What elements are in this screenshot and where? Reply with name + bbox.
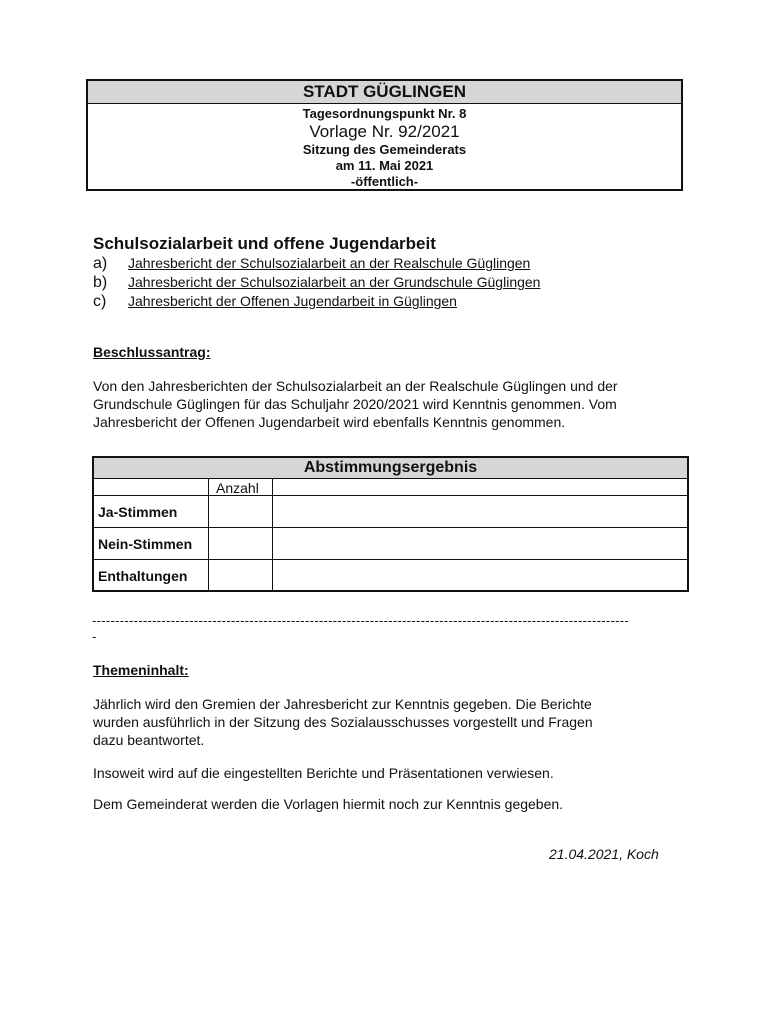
resolution-line: Jahresbericht der Offenen Jugendarbeit wird ebenfalls Kenntnis genommen. xyxy=(93,414,566,430)
vote-table-title: Abstimmungsergebnis xyxy=(94,458,687,479)
no-votes-count[interactable] xyxy=(214,536,268,554)
table-divider xyxy=(94,559,687,560)
table-divider xyxy=(272,479,273,591)
template-number: Vorlage Nr. 92/2021 xyxy=(309,122,460,141)
content-heading: Themeninhalt: xyxy=(93,662,189,678)
content-paragraph-2: Insoweit wird auf die eingestellten Berichte und Präsentationen verwiesen. xyxy=(93,765,554,781)
report-list xyxy=(93,254,540,311)
list-item-label: c) xyxy=(93,293,107,310)
no-votes-label: Nein-Stimmen xyxy=(98,536,193,552)
no-votes-note[interactable] xyxy=(278,536,678,554)
agenda-item: Tagesordnungspunkt Nr. 8 xyxy=(302,106,467,121)
table-divider xyxy=(208,479,209,591)
count-column-header: Anzahl xyxy=(216,480,259,496)
abstentions-note[interactable] xyxy=(278,568,678,586)
yes-votes-label: Ja-Stimmen xyxy=(98,504,178,520)
content-line: dazu beantwortet. xyxy=(93,732,205,748)
list-item-label: a) xyxy=(93,255,108,272)
yes-votes-note[interactable] xyxy=(278,504,678,522)
abstentions-count[interactable] xyxy=(214,568,268,586)
list-item-text: Jahresbericht der Schulsozialarbeit an der Grundschule Güglingen xyxy=(128,274,541,290)
list-item-text: Jahresbericht der Schulsozialarbeit an der Realschule Güglingen xyxy=(128,255,531,271)
dashed-separator: -------------------------------------------------------------------------------------------------------------------- xyxy=(92,613,629,628)
resolution-text xyxy=(93,377,618,431)
city-name: STADT GÜGLINGEN xyxy=(88,81,681,104)
abstentions-label: Enthaltungen xyxy=(98,568,188,584)
content-paragraph-3: Dem Gemeinderat werden die Vorlagen hiermit noch zur Kenntnis gegeben. xyxy=(93,796,564,812)
content-line: wurden ausführlich in der Sitzung des Sozialausschusses vorgestellt und Fragen xyxy=(93,714,593,730)
table-divider xyxy=(94,495,687,496)
content-line: Jährlich wird den Gremien der Jahresbericht zur Kenntnis gegeben. Die Berichte xyxy=(93,696,592,712)
list-item-label: b) xyxy=(93,274,108,291)
list-item-text: Jahresbericht der Offenen Jugendarbeit in Güglingen xyxy=(128,293,457,309)
yes-votes-count[interactable] xyxy=(214,504,268,522)
list-item xyxy=(93,273,540,292)
resolution-line: Grundschule Güglingen für das Schuljahr 2020/2021 wird Kenntnis genommen. Vom xyxy=(93,396,617,412)
table-divider xyxy=(94,527,687,528)
signature-date: 21.04.2021, Koch xyxy=(549,846,659,862)
meeting-date: am 11. Mai 2021 xyxy=(335,158,434,173)
list-item xyxy=(93,292,540,311)
list-item xyxy=(93,254,540,273)
vote-table xyxy=(92,456,689,592)
header-box xyxy=(86,79,683,191)
visibility-label: -öffentlich- xyxy=(350,174,419,189)
document-title: Schulsozialarbeit und offene Jugendarbeit xyxy=(93,234,436,253)
content-paragraph-1 xyxy=(93,695,593,749)
resolution-line: Von den Jahresberichten der Schulsozialarbeit an der Realschule Güglingen und der xyxy=(93,378,618,394)
dashed-separator-tail: - xyxy=(92,629,97,644)
meeting-name: Sitzung des Gemeinderats xyxy=(302,142,467,157)
resolution-heading: Beschlussantrag: xyxy=(93,344,211,360)
